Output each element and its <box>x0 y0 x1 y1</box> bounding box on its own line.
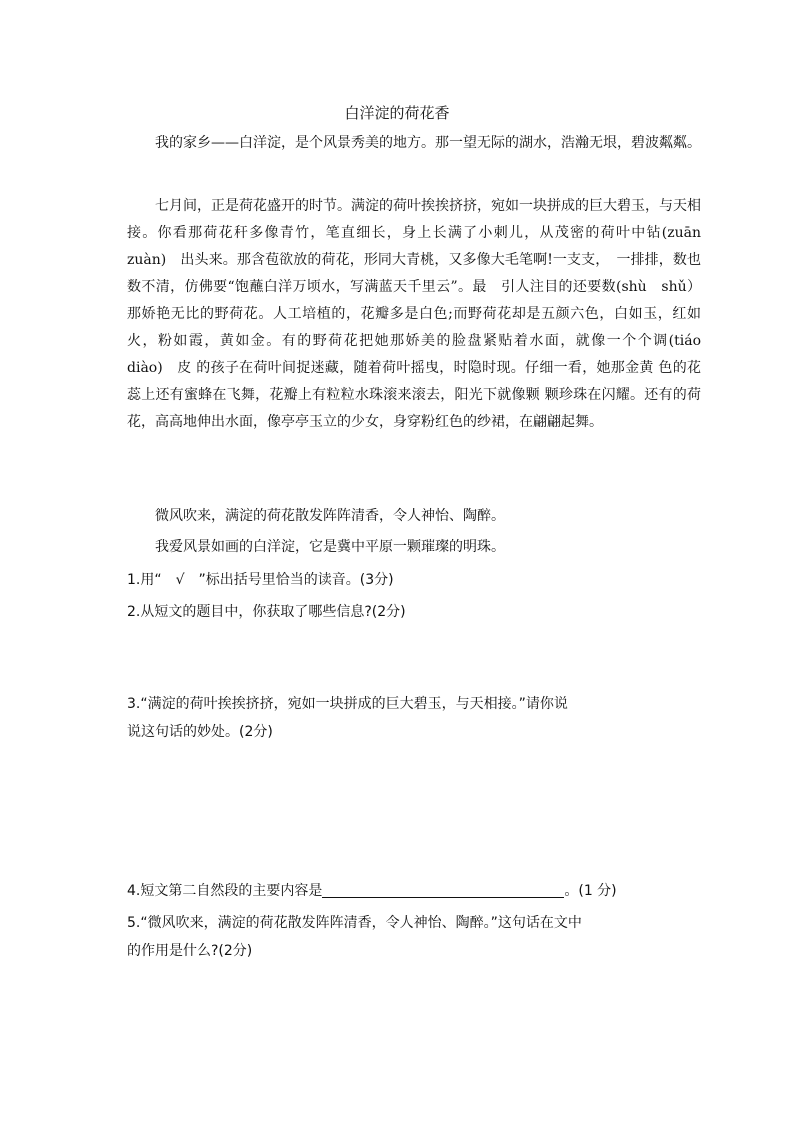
question-2: 2.从短文的题目中，你获取了哪些信息?(2分) <box>127 604 406 620</box>
question-3-line-1: 3.“满淀的荷叶挨挨挤挤，宛如一块拼成的巨大碧玉，与天相接。”请你说 <box>127 696 568 712</box>
question-1: 1.用“ √ ”标出括号里恰当的读音。(3分) <box>127 572 394 588</box>
question-5 <box>127 909 687 965</box>
question-5-line-1: 5.“微风吹来，满淀的荷花散发阵阵清香，令人神怡、陶醉。”这句话在文中 <box>127 915 582 931</box>
question-5-line-2: 的作用是什么?(2分) <box>127 943 253 959</box>
answer-blank[interactable] <box>322 881 564 898</box>
passage-paragraph-1: 我的家乡——白洋淀，是个风景秀美的地方。那一望无际的湖水，浩瀚无垠，碧波粼粼。 <box>155 135 701 151</box>
question-4-suffix: 。(1 分) <box>564 883 617 899</box>
passage-paragraph-2: 七月间，正是荷花盛开的时节。满淀的荷叶挨挨挤挤，宛如一块拼成的巨大碧玉，与天相接。你看那荷花秆多像青竹，笔直细长，身上长满了小刺儿，从茂密的荷叶中钻(zuān zuàn) 出头来。那含苞欲放的荷花，形同大青桃，又多像大毛笔啊!一支支， 一排排，数也数不清，仿佛要“饱蘸白洋万顷水，写满蓝天千里云”。最 引人注目的还要数(shù shǔ）那娇艳无比的野荷花。人工培植的，花瓣多是白色;而野荷花却是五颜六色，白如玉，红如火，粉如霞，黄如金。有的野荷花把她那娇美的脸盘紧贴着水面，就像一个个调(tiáo diào) 皮 的孩子在荷叶间捉迷藏，随着荷叶摇曳，时隐时现。仔细一看，她那金黄 色的花蕊上还有蜜蜂在飞舞，花瓣上有粒粒水珠滚来滚去，阳光下就像颗 颗珍珠在闪耀。还有的荷花，高高地伸出水面，像亭亭玉立的少女，身穿粉红色的纱裙，在翩翩起舞。 <box>127 198 729 430</box>
question-3 <box>127 690 687 746</box>
question-4 <box>127 877 687 905</box>
question-3-line-2: 说这句话的妙处。(2分) <box>127 724 273 740</box>
question-4-prefix: 4.短文第二自然段的主要内容是 <box>127 883 323 899</box>
passage-paragraph-3: 微风吹来，满淀的荷花散发阵阵清香，令人神怡、陶醉。 <box>155 508 505 524</box>
passage-paragraph-4: 我爱风景如画的白洋淀，它是冀中平原一颗璀璨的明珠。 <box>155 539 505 555</box>
page-title: 白洋淀的荷花香 <box>344 104 450 122</box>
